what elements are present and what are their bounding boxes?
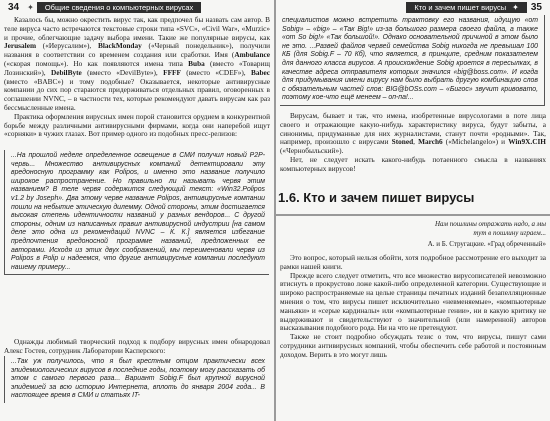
epigraph: Нам пошлины отражать надо, а мы тут в пошлину играем...: [434, 220, 546, 237]
text-run: («Чернобыльский»).: [280, 146, 344, 156]
virus-name: Babec: [250, 67, 271, 77]
text-run: Вирусам, бывает и так, что имена, изобретенные вирусологами в поте лица своего и отражающие какую-нибудь характеристику вируса, будут забыты, а синонимы, придуманные для них журналистами, станут почти «родными». Так, например, произошло с вирусами: [280, 111, 546, 147]
right-running-header: [280, 1, 546, 13]
left-para-1: Казалось бы, можно окрестить вирус так, как предпочел бы назвать сам автор. В теле вируса часто встречаются текстовые строки типа «SVC», «Civil War», «Murzic» и прочие, облегчающие задачу выбора имени. Такие же популярные вирусы, как Jerusalem («Иерусалим»), BlackMonday («Черный понедельник»), получили названия в соответствии со временем создания или сработки. Имя (Ambulance («скорая помощь»). Но как появляются имена типа Buba (вместо «Товарищ Лозинский»), DebilByte (вместо «DevilByte»), FFFF (вместо «CDEF»), Babec (вместо «BABC») и тому подобные? Оказывается, некоторые антивирусные компании до сих пор стараются придерживаться отдельных правил, оговоренных в соглашении NVNC, – в частности тех, которые рекомендуют давать вирусам как раз бессмысленные имена.: [4, 15, 271, 112]
quote-text: специалистов можно встретить трактовку его названия, идущую «от Sobig» – «big» – «Так Big!» из-за большого размера своего файла, а также «от So big!» «Так большой!». Однако основательной причиной в этом было не это. ...Развей файлов червей семейства Sobig никогда не превышал 100 КБ (для Sobig.F – 70 Кб), что является, в принципе, средним показателем для данного класса вирусов. А происхождение Sobig кроется в пересылках, в качестве адреса отправителя которых значился «big@boss.com». И когда для придумывания имени вирусу нам было выбрать другую комбинацию слов с обязательным частей слов: BIG@bOSs.com – «Бигос» звучит кривовато, поэтому кое-что ещё менеем – оп-па!...: [282, 17, 538, 102]
virus-name: Stoned: [391, 137, 414, 147]
text-run: (вместо «Товарищ Лозинский»),: [4, 58, 270, 77]
epigraph-source: А. и Б. Стругацкие. «Град обреченный»: [427, 240, 546, 248]
right-running-head-title: Кто и зачем пишет вирусы: [414, 2, 507, 12]
quote-text: ...Так уж получилось, что я был крестным отцом практически всех эпидемиологических вирусов в последние годы, поэтому могу рассказать об этом с самого первого раза... Вариант Sobig.F был крупной вирусной эпидемией за всю историю Интернета, вплоть до января 2004 года... В настоящее время в СМИ и статьях IT-: [11, 358, 265, 400]
section-heading: 1.6. Кто и зачем пишет вирусы: [278, 190, 475, 205]
left-page-number: 34: [8, 1, 20, 13]
left-para-2: Практика оформления вирусных имен порой становится орудием в конкурентной борьбе между различными антивирусными фирмами, когда они наперебой ищут «сорняки» в чужих глазах. Вот пример одного из подобных пресс-релизов:: [4, 111, 270, 139]
left-running-head-title: Общие сведения о компьютерных вирусах: [37, 2, 201, 13]
right-para-4: Прежде всего следует отметить, что все множество вирусописателей невозможно втиснуть в прокрустово ложе какой-либо определенной категории. Существующие и широко распространяемые на целые страницы печатных изданий безапелляционные мнения о том, что вирусы пишет исключительно «невменяемые», «компьютерные маньяки» и «серые кардиналы» или «компьютерные гении», ни в какую критику не выдерживают и свидетельствуют о значительной (или намеренной) авторов высказывания подобного рода. Ни на что не претендуют.: [280, 270, 546, 333]
text-run: (вместо «BABC») и тому подобные? Оказывается, некоторые антивирусные компании до сих пор стараются придерживаться отдельных правил, оговоренных в соглашении NVNC, – в частности тех, которые рекомендуют давать вирусам как раз бессмысленные имена.: [4, 76, 270, 112]
virus-name: March6: [418, 137, 443, 147]
right-para-5: Также не стоит подробно обсуждать тезис о том, что вирусы, пишут сами сотрудники антивирусных компаний, чтобы обеспечить себе работой и постоянным доходом. Верить в это могут лишь: [280, 332, 546, 359]
right-para-2: Нет, не следует искать какого-нибудь потаенного смысла в названиях компьютерных вирусов!: [280, 154, 546, 173]
text-run: (вместо «CDEF»),: [186, 67, 246, 77]
virus-name: Jerusalem: [4, 41, 37, 51]
virus-name: FFFF: [163, 67, 181, 77]
right-para-3: Это вопрос, который нельзя обойти, хотя подробное рассмотрение его выходит за рамки нашей книги.: [280, 253, 546, 271]
right-body-top: [280, 112, 546, 174]
left-page: [0, 0, 274, 421]
virus-name: DebilByte: [50, 67, 82, 77]
diamond-icon: ✦: [27, 2, 34, 12]
gostev-quote-continued: [280, 15, 545, 106]
virus-name: Buba: [188, 58, 205, 68]
right-body-bottom: [280, 254, 546, 360]
text-run: (вместо «DevilByte»),: [87, 67, 158, 77]
quote-text: ...На прошлой неделе определенное освещение в СМИ получил новый P2P-червь... Множество антивирусных компаний детектировали эту вредоносную программу как Polipos, и именно это название получило широкое распространение. Но правильно ли называть червя этим названием? В теле червя содержится следующий текст: «Win32.Polipos v1.2 by Joseph». Два этому черве название Polipos, антивирусные компании пошли на небытие этическую дилемму. Одной стороны, этим достигается высокая степень идентичности названий у разных вендоров... С другой стороны, одним из написанных правил антивирусной индустрии [на самом деле это одна из рекомендаций NVNC – К. К.] является избегание предпочтения вредоносной программе названий, предложенных ее авторами. Исходя из этих двух соображений, мы переименовали червя из Polipos в Polip и надеемся, что другие антивирусные компании последуют нашему примеру...: [11, 152, 265, 271]
virus-name: Win9X.CIH: [508, 137, 546, 147]
gostev-quote: [4, 356, 269, 403]
text-run: («Черный понедельник»), получили названия в соответствии со временем создания или сработки. Имя: [4, 41, 271, 60]
section-rule: [276, 214, 550, 216]
virus-name: Ambulance: [234, 50, 270, 60]
right-page: [276, 0, 550, 421]
text-run: («скорая помощь»). Но как появляются имена типа: [4, 58, 183, 68]
text-run: Казалось бы, можно окрестить вирус так, как предпочел бы назвать сам автор. В теле вируса часто встречаются текстовые строки типа «SVC», «Civil War», «Murzic» и прочие, облегчающие задачу выбора имени. Такие же популярные вирусы, как: [4, 15, 270, 42]
right-page-number: 35: [530, 1, 542, 13]
left-body-mid: [4, 338, 270, 356]
left-running-header: [4, 1, 270, 13]
left-para-3: Однажды любимый творческий подход к подбору вирусных имен обнародовал Алекс Гостев, сотрудник Лаборатории Касперского:: [4, 337, 270, 355]
press-release-quote: [4, 150, 269, 275]
right-para-1: Вирусам, бывает и так, что имена, изобретенные вирусологами в поте лица своего и отражающие какую-нибудь характеристику вируса, будут забыты, а синонимы, придуманные для них журналистами, станут почти «родными». Так, например, произошло с вирусами Stoned, March6 («Michelangelo») и Win9X.CIH («Чернобыльский»).: [280, 111, 546, 156]
virus-name: BlackMonday: [97, 41, 142, 51]
left-body-top: [4, 16, 270, 139]
right-running-head-bar: [406, 2, 527, 13]
text-run: («Michelangelo») и: [445, 137, 506, 147]
diamond-icon: ✦: [512, 2, 519, 12]
text-run: («Иерусалим»),: [42, 41, 92, 51]
